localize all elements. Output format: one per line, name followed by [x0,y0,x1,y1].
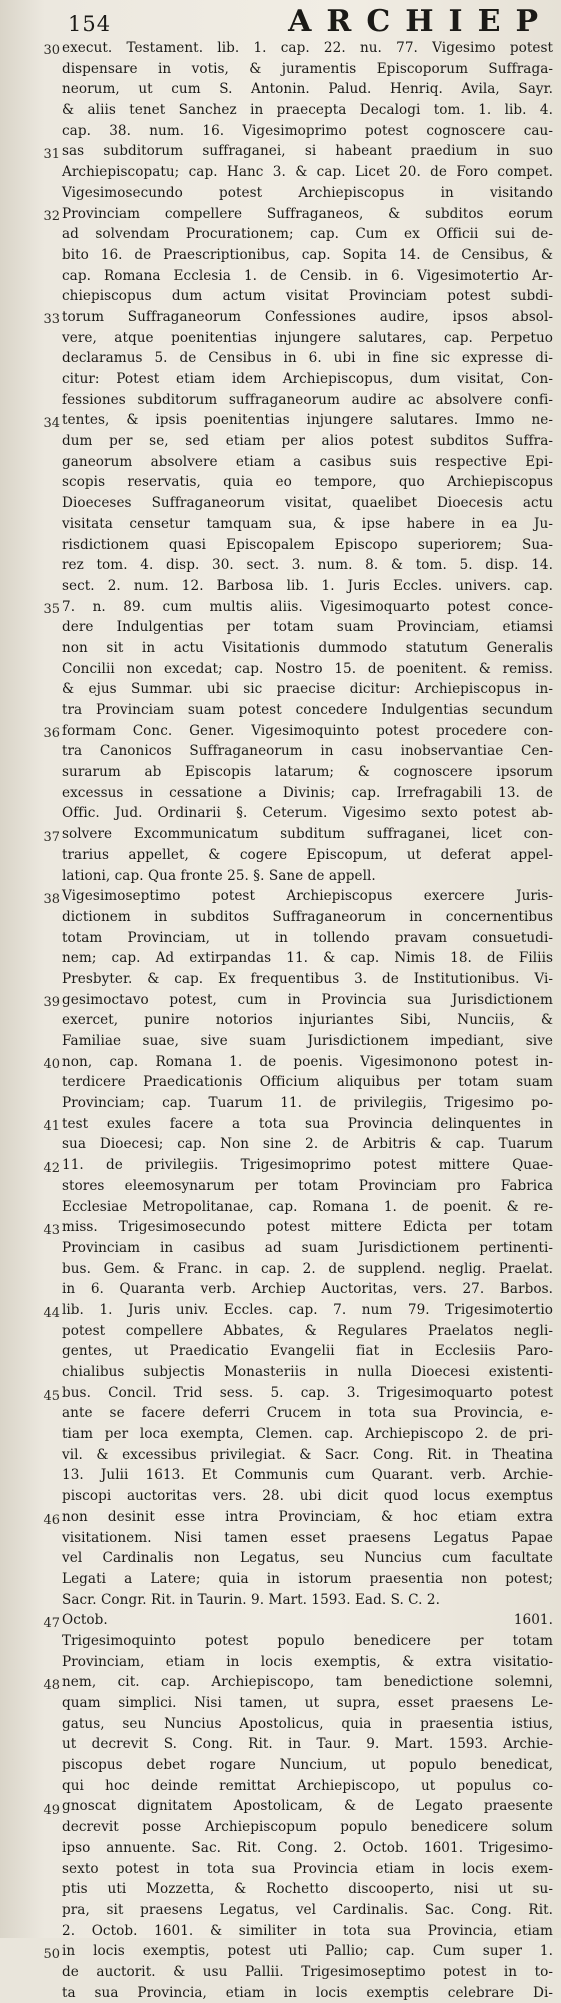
margin-number: 39 [43,995,60,1011]
text-line: 11. de privilegiis. Trigesimoprimo potest mittere Quae- [62,1157,553,1174]
text-line: ad solvendam Procurationem; cap. Cum ex Officii sui de- [62,226,553,243]
text-line: exercet, punire notorios injuriantes Sibi, Nunciis, & [62,1012,553,1029]
text-line: vere, atque poenitentias injungere salutares, cap. Perpetuo [62,329,553,346]
text-line: gentes, ut Praedicatio Evangelii fiat in Ecclesiis Paro- [62,1343,553,1360]
text-line: lationi, cap. Qua fronte 25. §. Sane de appell. [62,867,376,884]
text-line: decrevit posse Archiepiscopum populo benedicere solum [62,1819,553,1836]
margin-number: 38 [43,891,60,907]
margin-number: 43 [43,1222,60,1238]
text-line: 7. n. 89. cum multis aliis. Vigesimoquarto potest conce- [62,598,553,615]
text-line: test exules facere a tota sua Provincia delinquentes in [62,1115,553,1132]
text-line: Ecclesiae Metropolitanae, cap. Romana 1. de poenit. & re- [62,1198,553,1215]
text-line: excessus in cessatione a Divinis; cap. Irrefragabili 13. de [62,784,553,801]
text-line: Presbyter. & cap. Ex frequentibus 3. de Institutionibus. Vi- [62,970,553,987]
text-line: citur: Potest etiam idem Archiepiscopus, dum visitat, Con- [62,371,553,387]
text-line: gnoscat dignitatem Apostolicam, & de Legato praesente [62,1798,553,1815]
margin-number: 49 [43,1802,60,1818]
text-line: ptis uti Mozzetta, & Rochetto discooperto, nisi ut su- [62,1881,553,1898]
text-line: Familiae suae, sive suam Jurisdictionem impediant, sive [62,1033,553,1049]
text-line: trarius appellet, & cogere Episcopum, ut deferat appel- [62,846,553,863]
text-line: Vigesimosecundo potest Archiepiscopus in visitando [62,184,553,201]
text-line: dum per se, sed etiam per alios potest subditos Suffra- [62,433,553,450]
text-line: Offic. Jud. Ordinarii §. Ceterum. Vigesimo sexto potest ab- [62,805,553,822]
text-line: vel Cardinalis non Legatus, seu Nuncius cum facultate [62,1550,553,1567]
text-line: dictionem in subditos Suffraganeorum in concernentibus [62,908,553,925]
margin-number: 31 [43,146,60,162]
text-line: bus. Gem. & Franc. in cap. 2. de supplend. neglig. Praelat. [62,1260,553,1277]
text-line: Provinciam in casibus ad suam Jurisdictionem pertinenti- [62,1239,553,1256]
text-line: piscopus debet rogare Nuncium, ut populo benedicat, [62,1757,553,1774]
margin-number: 44 [43,1305,60,1321]
body-text [62,38,553,2001]
text-line: bus. Concil. Trid sess. 5. cap. 3. Trigesimoquarto potest [62,1384,553,1401]
text-line: solvere Excommunicatum subditum suffraganei, licet con- [62,826,553,843]
text-line: sua Dioecesi; cap. Non sine 2. de Arbitris & cap. Tuarum [62,1136,553,1153]
text-line: scopis reservatis, quia eo tempore, quo Archiepiscopus [62,474,553,491]
margin-number: 42 [43,1160,60,1176]
text-line: quam simplici. Nisi tamen, ut supra, esset praesens Le- [62,1695,553,1711]
margin-number: 47 [43,1616,60,1632]
text-line: non desinit esse intra Provinciam, & hoc etiam extra [62,1508,553,1525]
text-line: Trigesimoquinto potest populo benedicere per totam [62,1632,553,1649]
text-line: Provinciam, etiam in locis exemptis, & extra visitatio- [62,1653,553,1670]
text-line: potest compellere Abbates, & Regulares Praelatos negli- [62,1322,553,1339]
text-line: Sacr. Congr. Rit. in Taurin. 9. Mart. 1593. Ead. S. C. 2. [62,1591,440,1608]
text-line: bito 16. de Praescriptionibus, cap. Sopita 14. de Censibus, & [62,246,553,263]
margin-number: 30 [43,43,60,58]
text-line: ut decrevit S. Cong. Rit. in Taur. 9. Mart. 1593. Archie- [62,1736,553,1753]
text-line: fessiones subditorum suffraganeorum audire ac absolvere confi- [62,391,553,408]
margin-number: 41 [43,1119,60,1135]
margin-number: 34 [43,415,60,431]
text-line: cap. 38. num. 16. Vigesimoprimo potest cognoscere cau- [62,122,553,139]
margin-number: 40 [43,1057,60,1073]
margin-number: 36 [43,726,60,742]
page-header [68,4,553,39]
text-line: Provinciam compellere Suffraganeos, & subditos eorum [62,205,553,222]
margin-number: 37 [43,829,60,845]
text-line: risdictionem quasi Episcopalem Episcopo superiorem; Sua- [62,536,553,553]
text-line: cap. Romana Ecclesia 1. de Censib. in 6. Vigesimotertio Ar- [62,267,553,284]
text-line: ta sua Provincia, etiam in locis exemptis celebrare Di- [62,1984,553,2001]
text-line: nem, cit. cap. Archiepiscopo, tam benedictione solemni, [62,1674,553,1691]
text-line: terdicere Praedicationis Officium aliquibus per totam suam [62,1074,553,1091]
page-number: 154 [68,12,112,36]
text-line: non, cap. Romana 1. de poenis. Vigesimonono potest in- [62,1053,553,1070]
margin-number: 32 [43,208,60,224]
margin-number: 48 [43,1678,60,1694]
text-line: 2. Octob. 1601. & similiter in tota sua Provincia, etiam [62,1922,553,1939]
text-line: Legati a Latere; quia in istorum praesentia non potest; [62,1570,553,1587]
margin-number: 35 [43,601,60,617]
text-line: visitata censetur tamquam sua, & ipse habere in ea Ju- [62,515,553,532]
text-line: qui hoc deinde remittat Archiepiscopo, ut populus co- [62,1777,553,1794]
text-line: formam Conc. Gener. Vigesimoquinto potest procedere con- [62,722,553,739]
text-line: execut. Testament. lib. 1. cap. 22. nu. 77. Vigesimo potest [62,40,553,56]
text-line: & ejus Summar. ubi sic praecise dicitur: Archiepiscopus in- [62,681,553,698]
text-line: Vigesimoseptimo potest Archiepiscopus exercere Juris- [62,888,553,905]
text-line: in locis exemptis, potest uti Pallio; cap. Cum super 1. [62,1943,553,1960]
text-line: Concilii non excedat; cap. Nostro 15. de poenitent. & remiss. [62,660,553,677]
text-line: tra Provinciam suam potest concedere Indulgentias secundum [62,702,553,718]
text-line: stores eleemosynarum per totam Provinciam pro Fabrica [62,1177,553,1194]
text-line: ipso annuente. Sac. Rit. Cong. 2. Octob. 1601. Trigesimo- [62,1839,553,1856]
text-line: nem; cap. Ad extirpandas 11. & cap. Nimis 18. de Filiis [62,950,553,967]
text-line: rez tom. 4. disp. 30. sect. 3. num. 8. & tom. 5. disp. 14. [62,557,553,574]
margin-number: 45 [43,1388,60,1404]
margin-number: 50 [43,1947,60,1963]
text-line: de auctorit. & usu Pallii. Trigesimoseptimo potest in to- [62,1963,553,1980]
text-line: in 6. Quaranta verb. Archiep Auctoritas, vers. 27. Barbos. [62,1281,553,1298]
text-line: chialibus subjectis Monasteriis in nulla Dioecesi existenti- [62,1364,553,1380]
text-line: dere Indulgentias per totam suam Provinciam, etiamsi [62,619,553,636]
text-line: chiepiscopus dum actum visitat Provinciam potest subdi- [62,288,553,305]
text-line: Provinciam; cap. Tuarum 11. de privilegiis, Trigesimo po- [62,1095,553,1112]
text-line: Dioeceses Suffraganeorum visitat, quaelibet Dioecesis actu [62,495,553,512]
text-line: sexto potest in tota sua Provincia etiam in locis exem- [62,1860,553,1877]
text-line: & aliis tenet Sanchez in praecepta Decalogi tom. 1. lib. 4. [62,102,553,119]
running-head: ARCHIEP [288,4,553,39]
text-line: sect. 2. num. 12. Barbosa lib. 1. Juris Eccles. univers. cap. [62,577,553,594]
text-line: tiam per loca exempta, Clemen. cap. Archiepiscopo 2. de pri- [62,1426,553,1443]
text-line: vil. & excessibus privilegiat. & Sacr. Cong. Rit. in Theatina [62,1446,553,1463]
text-line: dispensare in votis, & juramentis Episcoporum Suffraga- [62,60,553,77]
text-line: neorum, ut cum S. Antonin. Palud. Henriq. Avila, Sayr. [62,81,553,98]
margin-number: 46 [43,1512,60,1528]
text-line: lib. 1. Juris univ. Eccles. cap. 7. num 79. Trigesimotertio [62,1301,553,1318]
text-line: Octob. 1601. [62,1612,553,1629]
text-line: 13. Julii 1613. Et Communis cum Quarant. verb. Archie- [62,1467,553,1484]
text-line: non sit in actu Visitationis dummodo statutum Generalis [62,639,553,656]
text-line: sas subditorum suffraganei, si habeant praedium in suo [62,143,553,160]
text-line: tentes, & ipsis poenitentias injungere salutares. Immo ne- [62,412,553,429]
margin-number: 33 [43,312,60,328]
text-line: gatus, seu Nuncius Apostolicus, quia in praesentia istius, [62,1715,553,1732]
text-line: ante se facere deferri Crucem in tota sua Provincia, e- [62,1405,553,1422]
text-line: Archiepiscopatu; cap. Hanc 3. & cap. Licet 20. de Foro compet. [62,164,553,181]
text-line: totam Provinciam, ut in tollendo pravam consuetudi- [62,929,553,946]
text-line: torum Suffraganeorum Confessiones audire, ipsos absol- [62,308,553,325]
text-line: pra, sit praesens Legatus, vel Cardinalis. Sac. Cong. Rit. [62,1901,553,1918]
text-line: piscopi auctoritas vers. 28. ubi dicit quod locus exemptus [62,1488,553,1505]
text-line: surarum ab Episcopis latarum; & cognoscere ipsorum [62,764,553,781]
text-line: visitationem. Nisi tamen esset praesens Legatus Papae [62,1529,553,1546]
text-line: declaramus 5. de Censibus in 6. ubi in fine sic expresse di- [62,350,553,367]
text-line: tra Canonicos Suffraganeorum in casu inobservantiae Cen- [62,743,553,760]
text-line: ganeorum absolvere etiam a casibus suis respective Epi- [62,453,553,470]
text-line: gesimoctavo potest, cum in Provincia sua Jurisdictionem [62,991,553,1008]
text-line: miss. Trigesimosecundo potest mittere Edicta per totam [62,1219,553,1236]
